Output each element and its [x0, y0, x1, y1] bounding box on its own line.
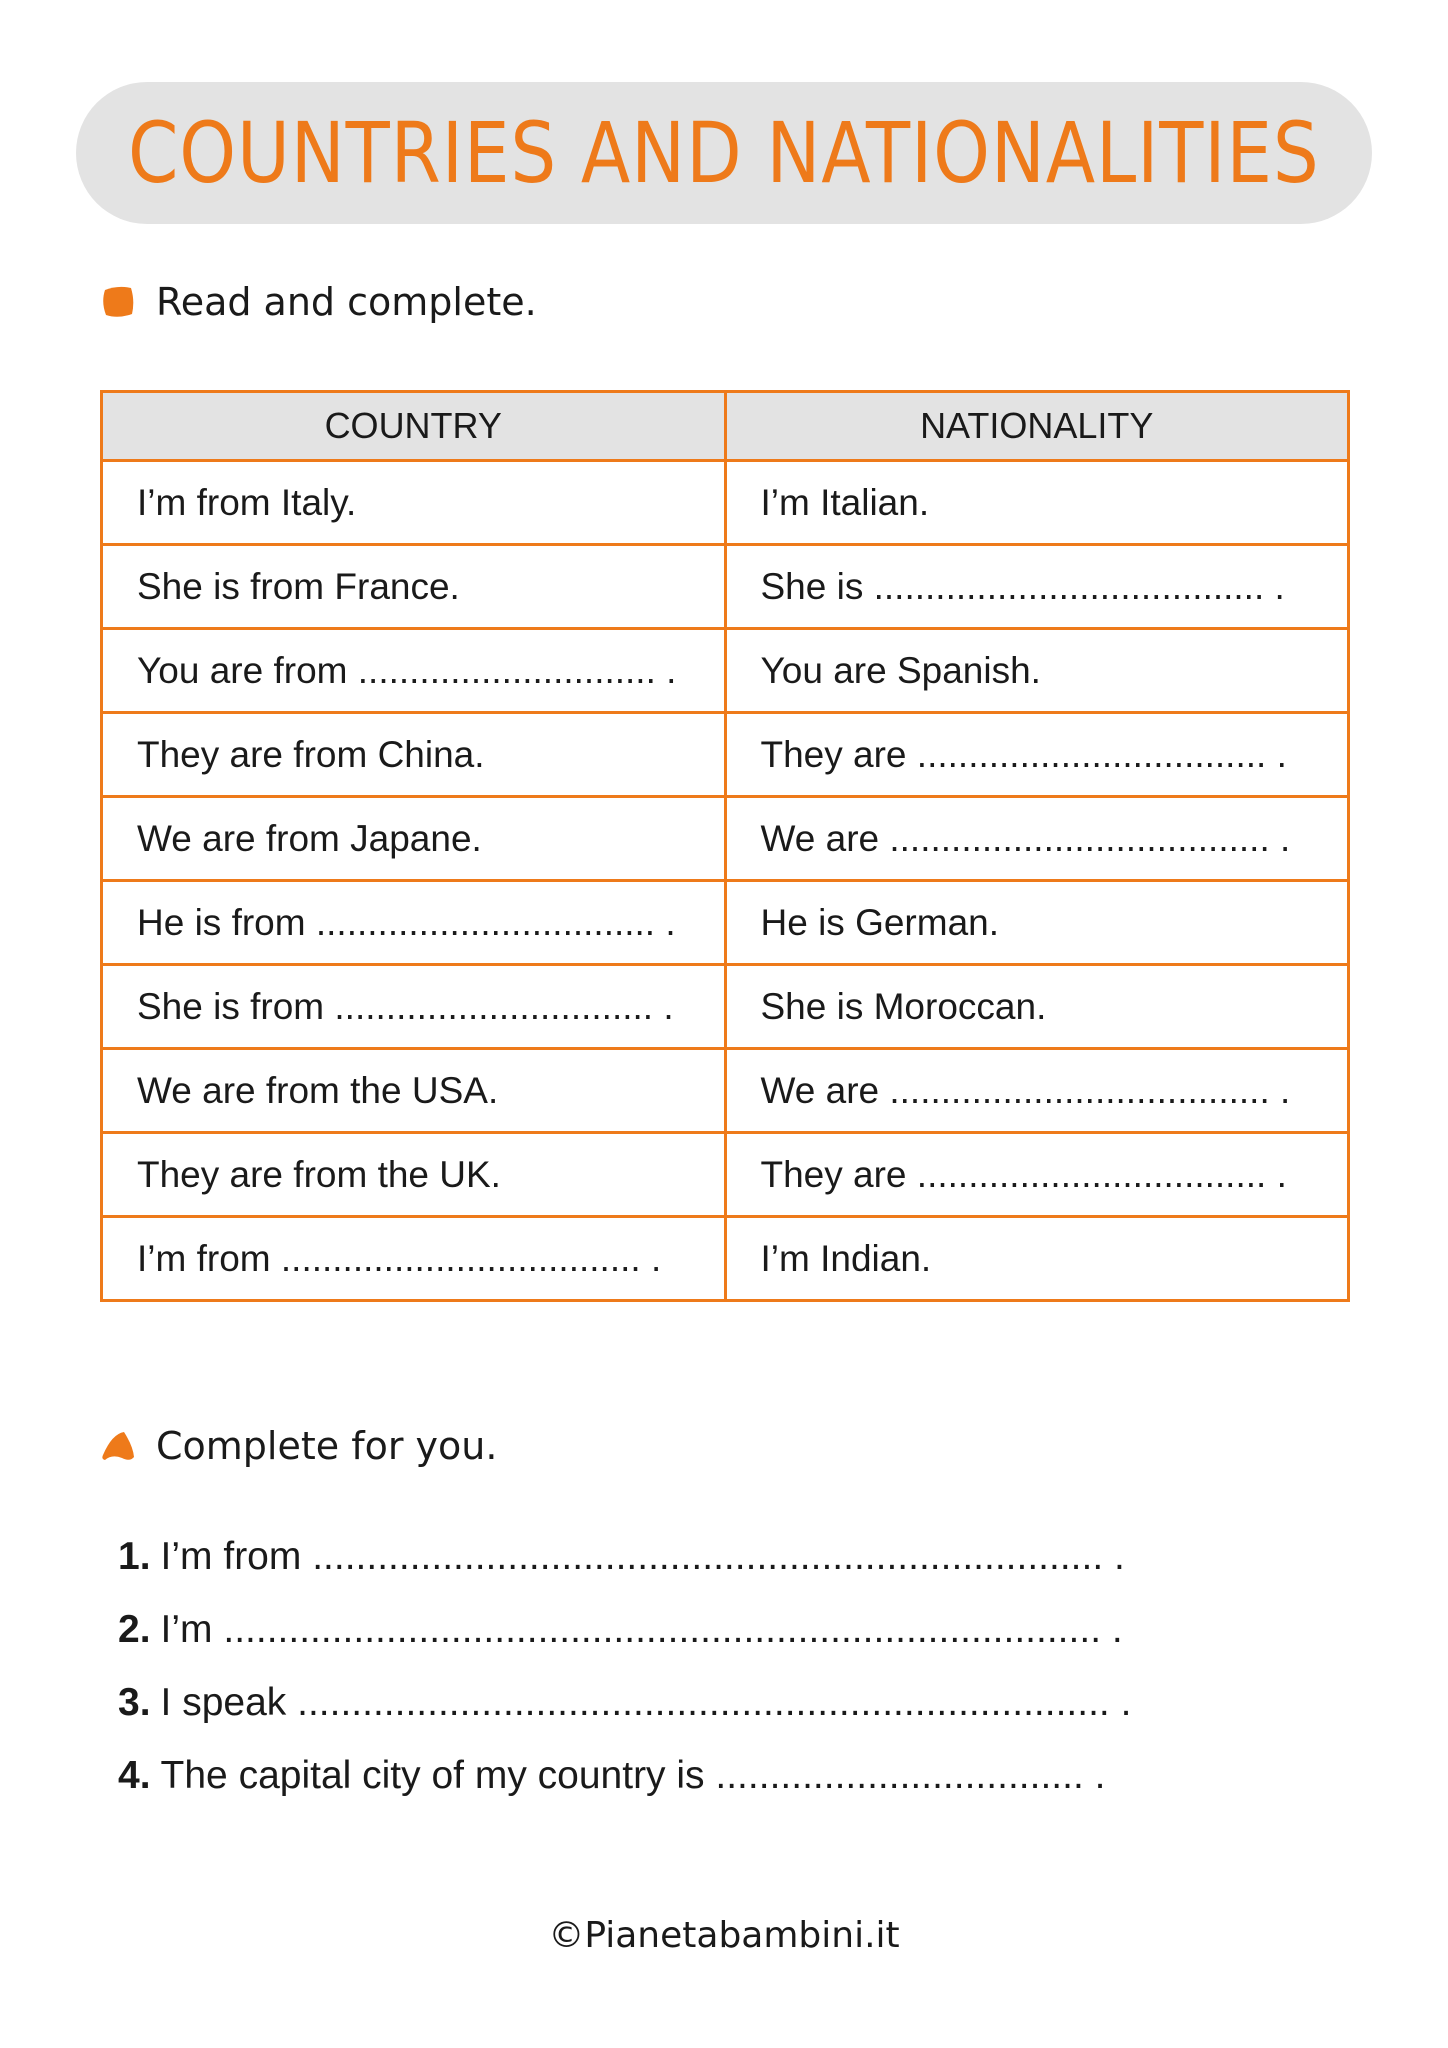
- section-heading: Complete for you.: [156, 1424, 498, 1468]
- item-text: I’m from ......................................................................... .: [160, 1534, 1125, 1578]
- item-number: 1.: [118, 1534, 151, 1578]
- table-header-row: [102, 392, 1349, 461]
- item-number: 3.: [118, 1680, 151, 1724]
- table-row: [102, 1133, 1349, 1217]
- personal-answers-list: [118, 1520, 1238, 1812]
- nationality-blank[interactable]: They are .................................. .: [725, 1133, 1349, 1217]
- nationality-cell: She is Moroccan.: [725, 965, 1349, 1049]
- country-blank[interactable]: She is from ............................... .: [102, 965, 726, 1049]
- orange-blob-icon: [100, 284, 136, 320]
- country-blank[interactable]: He is from ................................. .: [102, 881, 726, 965]
- nationality-blank[interactable]: We are ..................................... .: [725, 1049, 1349, 1133]
- list-item[interactable]: [118, 1739, 1238, 1812]
- section-read-and-complete: [100, 280, 537, 324]
- nationality-cell: You are Spanish.: [725, 629, 1349, 713]
- country-cell: They are from China.: [102, 713, 726, 797]
- nationality-blank[interactable]: We are ..................................... .: [725, 797, 1349, 881]
- table-row: [102, 797, 1349, 881]
- table-row: [102, 881, 1349, 965]
- country-cell: We are from Japane.: [102, 797, 726, 881]
- country-cell: We are from the USA.: [102, 1049, 726, 1133]
- table-row: [102, 545, 1349, 629]
- list-item[interactable]: [118, 1666, 1238, 1739]
- item-number: 4.: [118, 1753, 151, 1797]
- country-blank[interactable]: I’m from ................................... .: [102, 1217, 726, 1301]
- country-blank[interactable]: You are from ............................. .: [102, 629, 726, 713]
- nationality-cell: I’m Italian.: [725, 461, 1349, 545]
- table-row: [102, 713, 1349, 797]
- nationality-blank[interactable]: They are .................................. .: [725, 713, 1349, 797]
- nationality-cell: He is German.: [725, 881, 1349, 965]
- list-item[interactable]: [118, 1593, 1238, 1666]
- section-heading: Read and complete.: [156, 280, 537, 324]
- country-cell: She is from France.: [102, 545, 726, 629]
- table-row: [102, 1217, 1349, 1301]
- table-row: [102, 461, 1349, 545]
- country-cell: They are from the UK.: [102, 1133, 726, 1217]
- list-item[interactable]: [118, 1520, 1238, 1593]
- item-number: 2.: [118, 1607, 151, 1651]
- table-row: [102, 1049, 1349, 1133]
- country-cell: I’m from Italy.: [102, 461, 726, 545]
- table-row: [102, 629, 1349, 713]
- column-header-country: COUNTRY: [102, 392, 726, 461]
- section-complete-for-you: [100, 1424, 497, 1468]
- column-header-nationality: NATIONALITY: [725, 392, 1349, 461]
- item-text: The capital city of my country is .................................. .: [160, 1753, 1106, 1797]
- table-row: [102, 965, 1349, 1049]
- nationality-blank[interactable]: She is ...................................... .: [725, 545, 1349, 629]
- page-title: COUNTRIES AND NATIONALITIES: [128, 104, 1320, 202]
- nationality-table: [100, 390, 1350, 1302]
- nationality-cell: I’m Indian.: [725, 1217, 1349, 1301]
- item-text: I’m ................................................................................. .: [160, 1607, 1123, 1651]
- orange-triangle-icon: [100, 1428, 136, 1464]
- copyright-footer: ©Pianetabambini.it: [548, 1915, 900, 1956]
- item-text: I speak ........................................................................... .: [160, 1680, 1132, 1724]
- title-banner: [76, 82, 1372, 224]
